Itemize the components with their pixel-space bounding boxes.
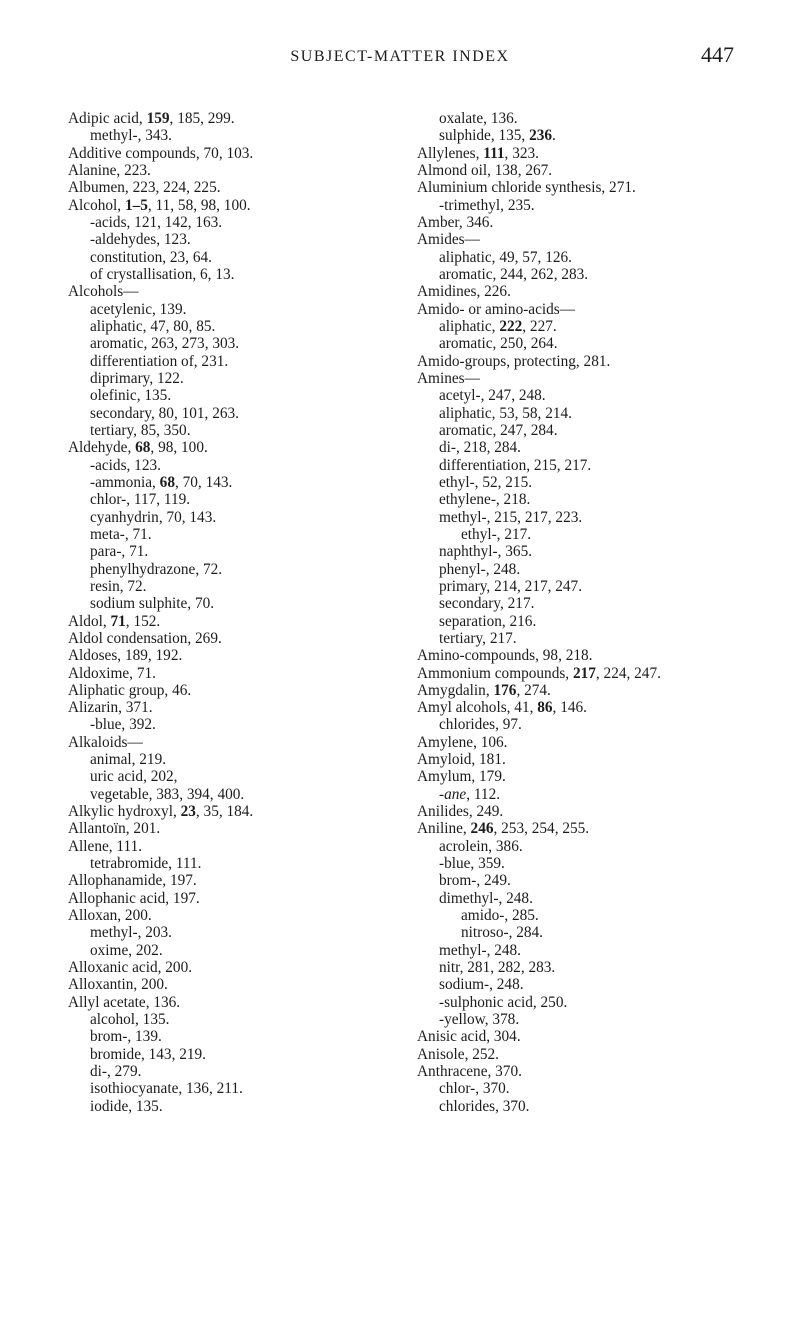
entry-text: uric acid, 202, (90, 768, 178, 786)
index-subentry (417, 872, 777, 889)
entry-text: Aniline, (417, 820, 471, 838)
index-subentry (417, 786, 777, 803)
index-subentry (417, 976, 777, 993)
entry-text: di-, 218, 284. (439, 439, 522, 457)
index-subentry (68, 231, 398, 248)
index-subentry (417, 474, 777, 491)
index-subentry (417, 543, 777, 560)
entry-text: Amber, 346. (417, 213, 494, 231)
entry-text: Aldehyde, (68, 439, 136, 457)
index-subentry (68, 716, 398, 733)
index-entry (68, 734, 398, 751)
entry-text: animal, 219. (90, 751, 167, 769)
page-number: 447 (701, 42, 734, 67)
index-entry (417, 699, 777, 716)
entry-text: aliphatic, 53, 58, 214. (439, 404, 572, 422)
index-subentry (68, 751, 398, 768)
entry-text: ethyl-, 217. (461, 525, 532, 543)
entry-text: Allophanic acid, 197. (68, 889, 200, 907)
index-entry (68, 994, 398, 1011)
page-ref-bold: 68 (135, 439, 151, 457)
index-subentry (68, 474, 398, 491)
entry-text: chlor-, 117, 119. (90, 491, 191, 509)
index-subentry (68, 578, 398, 595)
index-entry (417, 1028, 777, 1045)
entry-text: , 274. (516, 681, 551, 699)
index-entry (417, 231, 777, 248)
index-subentry (68, 942, 398, 959)
entry-text: acetylenic, 139. (90, 300, 187, 318)
index-subentry (68, 1028, 398, 1045)
entry-text: -acids, 121, 142, 163. (90, 213, 223, 231)
entry-text: Aldol, (68, 612, 111, 630)
entry-text: methyl-, 343. (90, 127, 172, 145)
index-subentry (417, 1098, 777, 1115)
index-subentry (68, 335, 398, 352)
entry-text: , 11, 58, 98, 100. (147, 196, 251, 214)
page-ref-bold: 111 (483, 144, 505, 162)
entry-text: resin, 72. (90, 577, 147, 595)
entry-text: . (552, 127, 556, 145)
index-entry (417, 1046, 777, 1063)
index-entry (68, 110, 398, 127)
index-subentry (68, 1011, 398, 1028)
index-entry (68, 283, 398, 300)
index-subentry (68, 561, 398, 578)
entry-text: naphthyl-, 365. (439, 543, 533, 561)
index-subentry (417, 1011, 777, 1028)
index-entry (68, 613, 398, 630)
index-subentry (68, 266, 398, 283)
index-subentry (68, 1080, 398, 1097)
entry-text: amido-, 285. (461, 907, 539, 925)
entry-text: , 146. (552, 699, 587, 717)
index-subentry (68, 422, 398, 439)
index-subentry (68, 855, 398, 872)
index-subentry (417, 959, 777, 976)
entry-text: sodium sulphite, 70. (90, 595, 215, 613)
entry-text: -ammonia, (90, 473, 160, 491)
page-ref-bold: 246 (470, 820, 494, 838)
entry-text: Amyloid, 181. (417, 751, 506, 769)
entry-text: Allene, 111. (68, 837, 143, 855)
entry-text: methyl-, 215, 217, 223. (439, 508, 583, 526)
entry-text: Amylum, 179. (417, 768, 506, 786)
entry-text: Ammonium compounds, (417, 664, 573, 682)
index-subentry (68, 543, 398, 560)
index-entry (68, 647, 398, 664)
entry-text: Anisole, 252. (417, 1045, 500, 1063)
index-entry (68, 162, 398, 179)
entry-text: aliphatic, 47, 80, 85. (90, 317, 216, 335)
index-entry (417, 145, 777, 162)
entry-text: Amido- or amino-acids— (417, 300, 576, 318)
entry-text: , 35, 184. (195, 803, 254, 821)
index-subentry (417, 838, 777, 855)
index-subentry (417, 595, 777, 612)
index-subentry (68, 318, 398, 335)
entry-text: secondary, 217. (439, 595, 535, 613)
entry-text: Alkylic hydroxyl, (68, 803, 181, 821)
entry-text: Almond oil, 138, 267. (417, 161, 553, 179)
entry-text: constitution, 23, 64. (90, 248, 212, 266)
entry-text: -yellow, 378. (439, 1011, 520, 1029)
index-entry (417, 665, 777, 682)
index-subentry (417, 613, 777, 630)
index-entry (68, 439, 398, 456)
entry-text: Alizarin, 371. (68, 699, 153, 717)
entry-text: chlorides, 97. (439, 716, 522, 734)
entry-text: , 98, 100. (150, 439, 208, 457)
entry-text: oxime, 202. (90, 941, 163, 959)
entry-text: acrolein, 386. (439, 837, 523, 855)
entry-text: -aldehydes, 123. (90, 231, 191, 249)
page-ref-bold: 86 (537, 699, 553, 717)
index-subentry (417, 855, 777, 872)
index-entry (68, 665, 398, 682)
index-entry (417, 734, 777, 751)
index-subentry (68, 353, 398, 370)
entry-text: vegetable, 383, 394, 400. (90, 785, 245, 803)
index-entry (417, 179, 777, 196)
entry-text: ethyl-, 52, 215. (439, 473, 533, 491)
index-entry (68, 682, 398, 699)
index-subentry (417, 249, 777, 266)
index-subentry (68, 786, 398, 803)
index-subentry (417, 110, 777, 127)
entry-text: , 227. (522, 317, 557, 335)
entry-text: nitr, 281, 282, 283. (439, 959, 556, 977)
entry-text: Amylene, 106. (417, 733, 508, 751)
entry-text: Anisic acid, 304. (417, 1028, 521, 1046)
index-entry (68, 803, 398, 820)
entry-text: -trimethyl, 235. (439, 196, 535, 214)
index-subentry (68, 249, 398, 266)
entry-text: sodium-, 248. (439, 976, 524, 994)
index-subentry (417, 716, 777, 733)
entry-text: separation, 216. (439, 612, 537, 630)
index-subentry (417, 422, 777, 439)
index-entry (417, 370, 777, 387)
index-entry (417, 768, 777, 785)
entry-text: -sulphonic acid, 250. (439, 993, 568, 1011)
entry-text: , 224, 247. (595, 664, 661, 682)
running-title: SUBJECT-MATTER INDEX (290, 48, 510, 65)
index-entry (68, 976, 398, 993)
entry-text: aliphatic, 49, 57, 126. (439, 248, 572, 266)
index-entry (68, 890, 398, 907)
entry-text: aromatic, 247, 284. (439, 421, 558, 439)
entry-text: tertiary, 217. (439, 629, 517, 647)
index-subentry (68, 1098, 398, 1115)
entry-text: of crystallisation, 6, 13. (90, 265, 235, 283)
page-ref-bold: 236 (529, 127, 553, 145)
index-subentry (417, 266, 777, 283)
entry-text: methyl-, 248. (439, 941, 521, 959)
index-column-right (417, 110, 777, 1115)
page-ref-bold: 71 (110, 612, 126, 630)
entry-text: Amides— (417, 231, 480, 249)
index-subentry (68, 127, 398, 144)
entry-text: Amyl alcohols, 41, (417, 699, 538, 717)
page-ref-bold: 176 (493, 681, 517, 699)
index-entry (417, 820, 777, 837)
index-subentry (417, 526, 777, 543)
entry-text: meta-, 71. (90, 525, 152, 543)
index-subentry (417, 491, 777, 508)
entry-text: ethylene-, 218. (439, 491, 531, 509)
entry-text: differentiation, 215, 217. (439, 456, 592, 474)
index-subentry (417, 405, 777, 422)
page-ref-bold: 217 (572, 664, 596, 682)
index-entry (68, 907, 398, 924)
entry-text: iodide, 135. (90, 1097, 163, 1115)
index-subentry (417, 127, 777, 144)
index-subentry (417, 335, 777, 352)
page-ref-bold: 23 (180, 803, 196, 821)
entry-text: -blue, 359. (439, 855, 505, 873)
entry-text: Alloxanic acid, 200. (68, 959, 193, 977)
index-subentry (417, 387, 777, 404)
index-subentry (68, 491, 398, 508)
entry-text: Amygdalin, (417, 681, 494, 699)
entry-text: Alkaloids— (68, 733, 143, 751)
index-subentry (417, 942, 777, 959)
index-entry (417, 682, 777, 699)
page-ref-bold: 159 (146, 110, 170, 127)
index-subentry (68, 301, 398, 318)
entry-text: Adipic acid, (68, 110, 147, 127)
index-subentry (417, 630, 777, 647)
entry-text: Additive compounds, 70, 103. (68, 144, 254, 162)
entry-text: aliphatic, (439, 317, 500, 335)
entry-text: ane (444, 785, 467, 803)
index-subentry (417, 994, 777, 1011)
entry-text: aromatic, 244, 262, 283. (439, 265, 589, 283)
entry-text: Anthracene, 370. (417, 1063, 522, 1081)
page-ref-bold: 68 (159, 473, 175, 491)
entry-text: cyanhydrin, 70, 143. (90, 508, 217, 526)
index-subentry (68, 370, 398, 387)
index-entry (417, 162, 777, 179)
entry-text: Aldoses, 189, 192. (68, 647, 183, 665)
index-entry (68, 179, 398, 196)
entry-text: dimethyl-, 248. (439, 889, 533, 907)
index-subentry (68, 387, 398, 404)
entry-text: methyl-, 203. (90, 924, 172, 942)
entry-text: -acids, 123. (90, 456, 161, 474)
index-subentry (68, 214, 398, 231)
entry-text: diprimary, 122. (90, 369, 184, 387)
entry-text: Allophanamide, 197. (68, 872, 197, 890)
index-subentry (417, 509, 777, 526)
index-subentry (417, 890, 777, 907)
index-subentry (417, 439, 777, 456)
entry-text: Albumen, 223, 224, 225. (68, 179, 221, 197)
index-subentry (68, 768, 398, 785)
index-subentry (417, 561, 777, 578)
entry-text: aromatic, 250, 264. (439, 335, 558, 353)
index-subentry (417, 924, 777, 941)
entry-text: , 323. (504, 144, 539, 162)
entry-text: chlor-, 370. (439, 1080, 510, 1098)
index-subentry (417, 197, 777, 214)
index-entry (68, 872, 398, 889)
index-subentry (68, 509, 398, 526)
page-ref-bold: 1–5 (124, 196, 148, 214)
entry-text: para-, 71. (90, 543, 149, 561)
entry-text: Alcohol, (68, 196, 125, 214)
index-entry (417, 353, 777, 370)
entry-text: , 253, 254, 255. (493, 820, 590, 838)
index-entry (68, 630, 398, 647)
entry-text: Aliphatic group, 46. (68, 681, 192, 699)
entry-text: Allylenes, (417, 144, 484, 162)
index-entry (68, 820, 398, 837)
entry-text: Aluminium chloride synthesis, 271. (417, 179, 636, 197)
entry-text: tetrabromide, 111. (90, 855, 202, 873)
index-subentry (417, 907, 777, 924)
index-subentry (417, 1080, 777, 1097)
page-header (0, 42, 800, 82)
entry-text: , 112. (466, 785, 501, 803)
index-entry (68, 959, 398, 976)
index-subentry (68, 526, 398, 543)
entry-text: chlorides, 370. (439, 1097, 530, 1115)
entry-text: tertiary, 85, 350. (90, 421, 191, 439)
index-entry (68, 197, 398, 214)
entry-text: olefinic, 135. (90, 387, 172, 405)
index-subentry (68, 924, 398, 941)
index-entry (417, 1063, 777, 1080)
entry-text: , 152. (125, 612, 161, 630)
entry-text: alcohol, 135. (90, 1011, 170, 1029)
index-subentry (417, 457, 777, 474)
entry-text: secondary, 80, 101, 263. (90, 404, 239, 422)
entry-text: acetyl-, 247, 248. (439, 387, 546, 405)
entry-text: Amido-groups, protecting, 281. (417, 352, 611, 370)
entry-text: nitroso-, 284. (461, 924, 544, 942)
entry-text: bromide, 143, 219. (90, 1045, 206, 1063)
index-subentry (68, 1046, 398, 1063)
index-column-left (68, 110, 398, 1115)
index-subentry (68, 457, 398, 474)
entry-text: Alcohols— (68, 283, 139, 301)
index-entry (417, 751, 777, 768)
entry-text: -blue, 392. (90, 716, 156, 734)
entry-text: isothiocyanate, 136, 211. (90, 1080, 243, 1098)
page-ref-bold: 222 (499, 317, 523, 335)
index-entry (417, 803, 777, 820)
entry-text: Alanine, 223. (68, 161, 151, 179)
entry-text: primary, 214, 217, 247. (439, 577, 583, 595)
index-entry (68, 838, 398, 855)
entry-text: Amines— (417, 369, 480, 387)
entry-text: , 70, 143. (174, 473, 233, 491)
entry-text: phenyl-, 248. (439, 560, 521, 578)
index-entry (417, 283, 777, 300)
entry-text: oxalate, 136. (439, 110, 518, 127)
entry-text: Amidines, 226. (417, 283, 511, 301)
entry-text: Amino-compounds, 98, 218. (417, 647, 593, 665)
index-subentry (68, 1063, 398, 1080)
entry-text: brom-, 249. (439, 872, 511, 890)
entry-text: aromatic, 263, 273, 303. (90, 335, 240, 353)
index-subentry (68, 405, 398, 422)
index-entry (417, 214, 777, 231)
entry-text: , 185, 299. (169, 110, 235, 127)
entry-text: Aldol condensation, 269. (68, 629, 222, 647)
entry-text: phenylhydrazone, 72. (90, 560, 223, 578)
entry-text: Alloxantin, 200. (68, 976, 168, 994)
entry-text: Alloxan, 200. (68, 907, 152, 925)
entry-text: di-, 279. (90, 1063, 142, 1081)
index-entry (417, 301, 777, 318)
index-entry (68, 699, 398, 716)
index-subentry (68, 595, 398, 612)
entry-text: Anilides, 249. (417, 803, 504, 821)
index-subentry (417, 318, 777, 335)
index-entry (68, 145, 398, 162)
entry-text: sulphide, 135, (439, 127, 530, 145)
entry-text: - (439, 785, 445, 803)
index-subentry (417, 578, 777, 595)
entry-text: brom-, 139. (90, 1028, 162, 1046)
entry-text: Allantoïn, 201. (68, 820, 161, 838)
entry-text: Allyl acetate, 136. (68, 993, 181, 1011)
index-entry (417, 647, 777, 664)
entry-text: differentiation of, 231. (90, 352, 229, 370)
entry-text: Aldoxime, 71. (68, 664, 156, 682)
